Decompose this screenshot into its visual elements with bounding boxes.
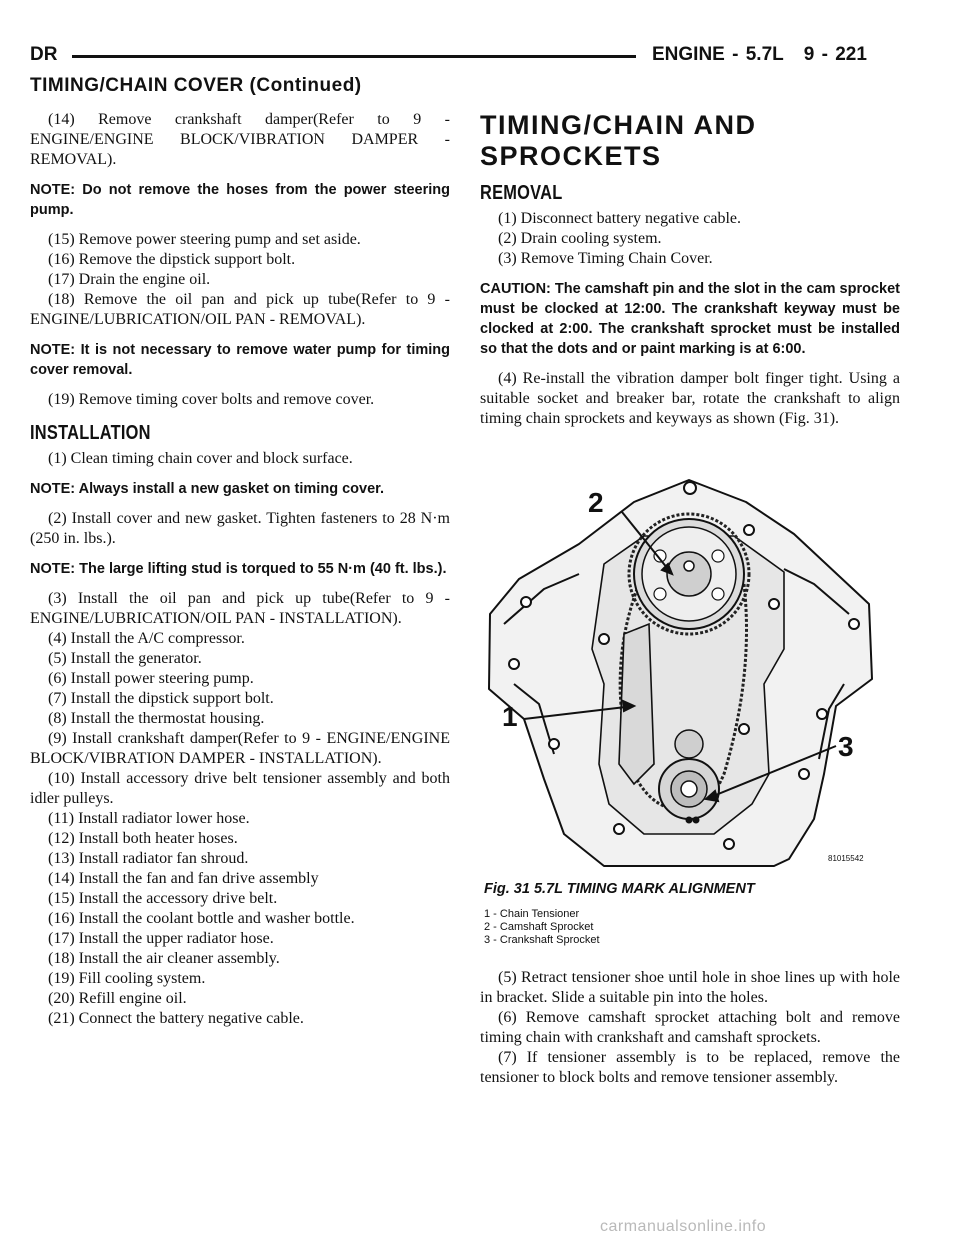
install-step-9: (9) Install crankshaft damper(Refer to 9 - ENGINE/ENGINE BLOCK/VIBRATION DAMPER - INSTALLATION). xyxy=(30,730,450,767)
right-column-lower xyxy=(480,968,900,1088)
caution-clocking: CAUTION: The camshaft pin and the slot in the cam sprocket must be clocked at 12:00. The crankshaft keyway must be clocked at 2:00. The crankshaft sprocket must be installed so that the dots and or paint marking is at 6:00. xyxy=(480,281,900,357)
removal-step-2: (2) Drain cooling system. xyxy=(498,230,662,247)
install-step-8: (8) Install the thermostat housing. xyxy=(48,710,265,727)
install-step-13: (13) Install radiator fan shroud. xyxy=(48,850,249,867)
header-rule xyxy=(72,55,636,58)
installation-heading: INSTALLATION xyxy=(30,422,151,444)
timing-mark-illustration xyxy=(484,474,874,874)
step-14: (14) Remove crankshaft damper(Refer to 9 - ENGINE/ENGINE BLOCK/VIBRATION DAMPER - REMOVAL). xyxy=(30,111,450,168)
removal-step-1: (1) Disconnect battery negative cable. xyxy=(498,210,741,227)
callout-3: 3 xyxy=(838,731,854,762)
note-gasket: NOTE: Always install a new gasket on timing cover. xyxy=(30,481,385,497)
page-number: 9 - 221 xyxy=(803,44,867,65)
legend-item-3: 3 - Crankshaft Sprocket xyxy=(484,934,600,946)
install-step-12: (12) Install both heater hoses. xyxy=(48,830,238,847)
callout-1: 1 xyxy=(502,701,518,732)
install-step-3: (3) Install the oil pan and pick up tube(Refer to 9 - ENGINE/LUBRICATION/OIL PAN - INSTALLATION). xyxy=(30,590,450,627)
section-continued-title: TIMING/CHAIN COVER (Continued) xyxy=(30,75,362,96)
main-heading xyxy=(480,110,900,172)
main-heading-line2: SPROCKETS xyxy=(480,141,662,171)
figure-legend xyxy=(484,908,600,947)
header-title-block xyxy=(652,44,867,66)
install-step-4: (4) Install the A/C compressor. xyxy=(48,630,245,647)
header-section-code: DR xyxy=(30,44,58,65)
legend-item-2: 2 - Camshaft Sprocket xyxy=(484,921,594,933)
install-step-10: (10) Install accessory drive belt tensioner assembly and both idler pulleys. xyxy=(30,770,450,807)
install-step-2: (2) Install cover and new gasket. Tighten fasteners to 28 N·m (250 in. lbs.). xyxy=(30,510,450,547)
figure-code: 81015542 xyxy=(828,854,864,863)
legend-item-1: 1 - Chain Tensioner xyxy=(484,908,580,920)
step-19: (19) Remove timing cover bolts and remove cover. xyxy=(48,391,375,408)
install-step-7: (7) Install the dipstick support bolt. xyxy=(48,690,274,707)
right-column xyxy=(480,110,900,429)
removal-heading: REMOVAL xyxy=(480,182,563,204)
main-heading-line1: TIMING/CHAIN AND xyxy=(480,110,757,140)
install-step-5: (5) Install the generator. xyxy=(48,650,202,667)
removal-step-7: (7) If tensioner assembly is to be replaced, remove the tensioner to block bolts and remove tensioner assembly. xyxy=(480,1049,900,1086)
install-step-16: (16) Install the coolant bottle and washer bottle. xyxy=(48,910,355,927)
step-15: (15) Remove power steering pump and set aside. xyxy=(48,231,361,248)
install-step-11: (11) Install radiator lower hose. xyxy=(48,810,250,827)
removal-step-6: (6) Remove camshaft sprocket attaching bolt and remove timing chain with crankshaft and camshaft sprockets. xyxy=(480,1009,900,1046)
install-step-21: (21) Connect the battery negative cable. xyxy=(48,1010,304,1027)
install-step-15: (15) Install the accessory drive belt. xyxy=(48,890,278,907)
figure-caption: Fig. 31 5.7L TIMING MARK ALIGNMENT xyxy=(484,881,755,897)
install-step-14: (14) Install the fan and fan drive assembly xyxy=(48,870,319,887)
install-step-1: (1) Clean timing chain cover and block surface. xyxy=(48,450,353,467)
header-title: ENGINE - 5.7L xyxy=(652,44,784,65)
note-hoses: NOTE: Do not remove the hoses from the power steering pump. xyxy=(30,182,450,218)
step-16: (16) Remove the dipstick support bolt. xyxy=(48,251,296,268)
removal-step-5: (5) Retract tensioner shoe until hole in shoe lines up with hole in bracket. Slide a suitable pin into the holes. xyxy=(480,969,900,1006)
removal-step-4: (4) Re-install the vibration damper bolt finger tight. Using a suitable socket and breaker bar, rotate the crankshaft to align timing chain sprockets and keyways as shown (Fig. 31). xyxy=(480,370,900,427)
install-step-20: (20) Refill engine oil. xyxy=(48,990,187,1007)
install-step-17: (17) Install the upper radiator hose. xyxy=(48,930,274,947)
removal-step-3: (3) Remove Timing Chain Cover. xyxy=(498,250,713,267)
step-17: (17) Drain the engine oil. xyxy=(48,271,211,288)
install-step-19: (19) Fill cooling system. xyxy=(48,970,206,987)
watermark-text: carmanualsonline.info xyxy=(600,1218,767,1235)
install-step-18: (18) Install the air cleaner assembly. xyxy=(48,950,280,967)
install-step-6: (6) Install power steering pump. xyxy=(48,670,254,687)
note-water-pump: NOTE: It is not necessary to remove water pump for timing cover removal. xyxy=(30,342,450,378)
note-lifting-stud: NOTE: The large lifting stud is torqued to 55 N·m (40 ft. lbs.). xyxy=(30,561,447,577)
callout-2: 2 xyxy=(588,487,604,518)
left-column xyxy=(30,110,450,1029)
step-18: (18) Remove the oil pan and pick up tube(Refer to 9 - ENGINE/LUBRICATION/OIL PAN - REMOVAL). xyxy=(30,291,450,328)
